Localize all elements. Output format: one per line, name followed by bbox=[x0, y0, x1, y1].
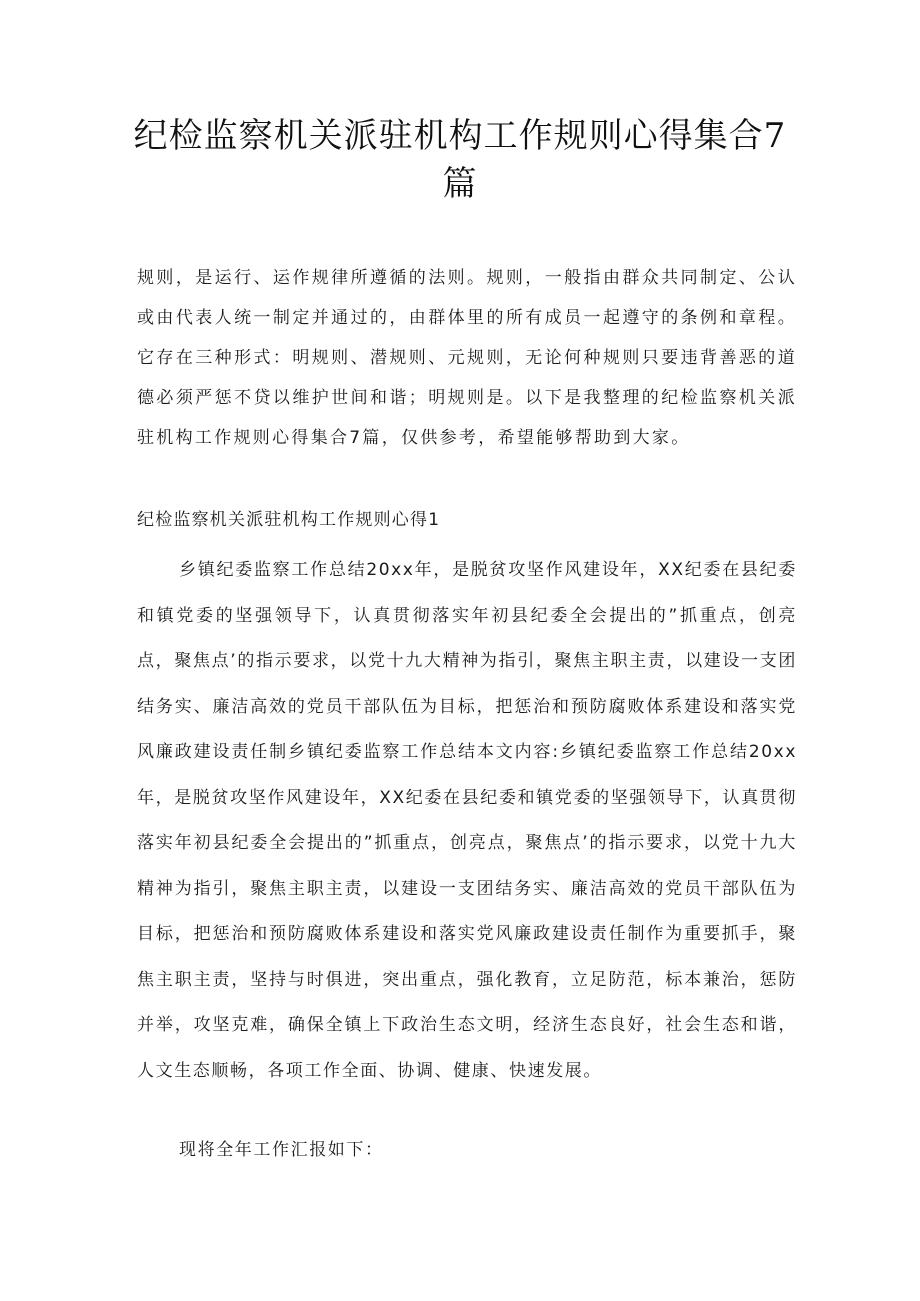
document-title: 纪检监察机关派驻机构工作规则心得集合7篇 bbox=[133, 116, 787, 204]
body-paragraph-2: 现将全年工作汇报如下： bbox=[179, 1140, 384, 1160]
section-heading: 纪检监察机关派驻机构工作规则心得1 bbox=[137, 510, 441, 530]
intro-paragraph: 规则，是运行、运作规律所遵循的法则。规则，一般指由群众共同制定、公认或由代表人统一制定并通过的，由群体里的所有成员一起遵守的条例和章程。它存在三种形式：明规则、潜规则、元规则，无论何种规则只要违背善恶的道德必须严惩不贷以维护世间和谐；明规则是。以下是我整理的纪检监察机关派驻机构工作规则心得集合7篇，仅供参考，希望能够帮助到大家。 bbox=[137, 268, 797, 448]
body-paragraph-1: 乡镇纪委监察工作总结20xx年，是脱贫攻坚作风建设年，XX纪委在县纪委和镇党委的坚强领导下，认真贯彻落实年初县纪委全会提出的”抓重点，创亮点，聚焦点’的指示要求，以党十九大精神为指引，聚焦主职主责，以建设一支团结务实、廉洁高效的党员干部队伍为目标，把惩治和预防腐败体系建设和落实党风廉政建设责任制乡镇纪委监察工作总结本文内容:乡镇纪委监察工作总结20xx年，是脱贫攻坚作风建设年，XX纪委在县纪委和镇党委的坚强领导下，认真贯彻落实年初县纪委全会提出的”抓重点，创亮点，聚焦点’的指示要求，以党十九大精神为指引，聚焦主职主责，以建设一支团结务实、廉洁高效的党员干部队伍为目标，把惩治和预防腐败体系建设和落实党风廉政建设责任制作为重要抓手，聚焦主职主责，坚持与时俱进，突出重点，强化教育，立足防范，标本兼治，惩防并举，攻坚克难，确保全镇上下政治生态文明，经济生态良好，社会生态和谐，人文生态顺畅，各项工作全面、协调、健康、快速发展。 bbox=[137, 560, 797, 1081]
